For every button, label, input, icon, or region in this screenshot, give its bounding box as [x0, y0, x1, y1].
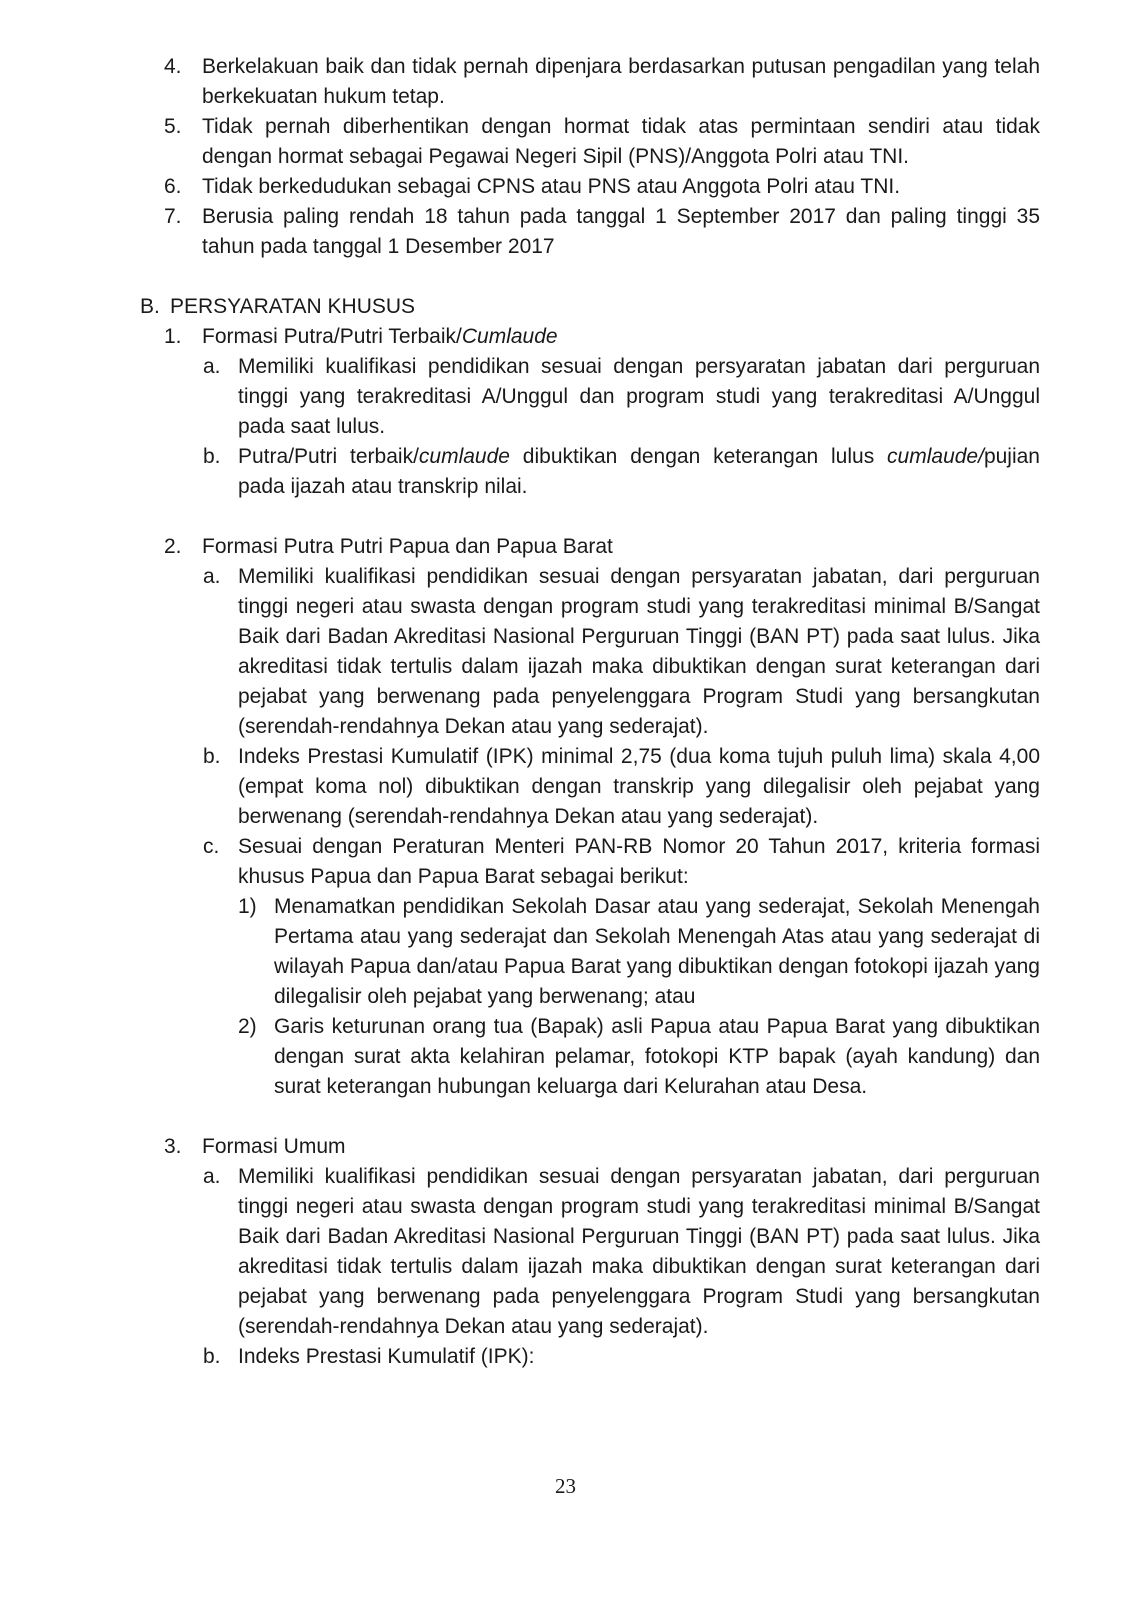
list-marker: a.	[203, 565, 221, 588]
list-marker: b.	[203, 1345, 221, 1368]
formasi-1-heading	[140, 322, 1040, 352]
formasi-2-item-c-1	[140, 892, 1040, 1012]
list-marker: a.	[203, 355, 221, 378]
text-part: Putra/Putri terbaik/	[238, 445, 419, 468]
formasi-3-item-b	[140, 1342, 1040, 1372]
formasi-2-item-a	[140, 562, 1040, 742]
formasi-title: Formasi Putra Putri Papua dan Papua Barat	[202, 535, 613, 558]
list-marker: 1)	[238, 895, 257, 918]
list-text: Garis keturunan orang tua (Bapak) asli Papua atau Papua Barat yang dibuktikan dengan surat akta kelahiran pelamar, fotokopi KTP bapak (ayah kandung) dan surat keterangan hubungan keluarga dari Kelurahan atau Desa.	[274, 1015, 1040, 1098]
text-part: pujian pada ijazah atau transkrip nilai.	[238, 445, 1040, 498]
general-item-7	[140, 202, 1040, 262]
list-text: Memiliki kualifikasi pendidikan sesuai dengan persyaratan jabatan, dari perguruan tinggi negeri atau swasta dengan program studi yang terakreditasi minimal B/Sangat Baik dari Badan Akreditasi Nasional Perguruan Tinggi (BAN PT) pada saat lulus. Jika akreditasi tidak tertulis dalam ijazah maka dibuktikan dengan surat keterangan dari pejabat yang berwenang pada penyelenggara Program Studi yang bersangkutan (serendah-rendahnya Dekan atau yang sederajat).	[238, 1165, 1040, 1338]
list-marker: 3.	[164, 1135, 182, 1158]
list-marker: a.	[203, 1165, 221, 1188]
general-item-4	[140, 52, 1040, 112]
list-marker: 4.	[164, 55, 182, 78]
page-number: 23	[555, 1474, 576, 1498]
formasi-title: Formasi Umum	[202, 1135, 346, 1158]
general-item-5	[140, 112, 1040, 172]
spacer	[140, 1102, 1040, 1132]
list-text: Indeks Prestasi Kumulatif (IPK) minimal 2,75 (dua koma tujuh puluh lima) skala 4,00 (empat koma nol) dibuktikan dengan transkrip yang dilegalisir oleh pejabat yang berwenang (serendah-rendahnya Dekan atau yang sederajat).	[238, 745, 1040, 828]
spacer	[140, 262, 1040, 292]
formasi-2-item-c	[140, 832, 1040, 892]
list-text: Berkelakuan baik dan tidak pernah dipenjara berdasarkan putusan pengadilan yang telah berkekuatan hukum tetap.	[202, 55, 1040, 108]
list-marker: 1.	[164, 325, 182, 348]
section-marker: B.	[140, 295, 160, 318]
list-marker: b.	[203, 445, 221, 468]
document-body	[140, 52, 1040, 1372]
list-text	[238, 442, 1040, 502]
formasi-2-item-c-2	[140, 1012, 1040, 1102]
section-heading-b	[140, 292, 1040, 322]
title-text: Formasi Putra/Putri Terbaik/	[202, 325, 462, 348]
formasi-title	[202, 322, 1040, 352]
general-item-6	[140, 172, 1040, 202]
formasi-3-item-a	[140, 1162, 1040, 1342]
list-marker: 2.	[164, 535, 182, 558]
formasi-2-heading	[140, 532, 1040, 562]
list-marker: b.	[203, 745, 221, 768]
spacer	[140, 502, 1040, 532]
text-part: dibuktikan dengan keterangan lulus	[509, 445, 888, 468]
list-text: Tidak berkedudukan sebagai CPNS atau PNS atau Anggota Polri atau TNI.	[202, 175, 901, 198]
section-title: PERSYARATAN KHUSUS	[170, 295, 416, 318]
formasi-3-heading	[140, 1132, 1040, 1162]
list-marker: 5.	[164, 115, 182, 138]
list-text: Tidak pernah diberhentikan dengan hormat tidak atas permintaan sendiri atau tidak dengan hormat sebagai Pegawai Negeri Sipil (PNS)/Anggota Polri atau TNI.	[202, 115, 1040, 168]
text-italic: cumlaude/	[887, 445, 984, 468]
list-text: Memiliki kualifikasi pendidikan sesuai dengan persyaratan jabatan dari perguruan tinggi yang terakreditasi A/Unggul dan program studi yang terakreditasi A/Unggul pada saat lulus.	[238, 355, 1040, 438]
list-text: Indeks Prestasi Kumulatif (IPK):	[238, 1345, 535, 1368]
list-text: Sesuai dengan Peraturan Menteri PAN-RB Nomor 20 Tahun 2017, kriteria formasi khusus Papua dan Papua Barat sebagai berikut:	[238, 835, 1040, 888]
list-text: Berusia paling rendah 18 tahun pada tanggal 1 September 2017 dan paling tinggi 35 tahun pada tanggal 1 Desember 2017	[202, 205, 1040, 258]
list-text: Menamatkan pendidikan Sekolah Dasar atau yang sederajat, Sekolah Menengah Pertama atau yang sederajat dan Sekolah Menengah Atas atau yang sederajat di wilayah Papua dan/atau Papua Barat yang dibuktikan dengan fotokopi ijazah yang dilegalisir oleh pejabat yang berwenang; atau	[274, 895, 1040, 1008]
title-italic: Cumlaude	[461, 325, 558, 348]
text-italic: cumlaude	[418, 445, 510, 468]
list-text: Memiliki kualifikasi pendidikan sesuai dengan persyaratan jabatan, dari perguruan tinggi negeri atau swasta dengan program studi yang terakreditasi minimal B/Sangat Baik dari Badan Akreditasi Nasional Perguruan Tinggi (BAN PT) pada saat lulus. Jika akreditasi tidak tertulis dalam ijazah maka dibuktikan dengan surat keterangan dari pejabat yang berwenang pada penyelenggara Program Studi yang bersangkutan (serendah-rendahnya Dekan atau yang sederajat).	[238, 565, 1040, 738]
list-marker: 6.	[164, 175, 182, 198]
formasi-1-item-a	[140, 352, 1040, 442]
list-marker: c.	[203, 835, 220, 858]
list-marker: 7.	[164, 205, 182, 228]
formasi-1-item-b	[140, 442, 1040, 502]
list-marker: 2)	[238, 1015, 257, 1038]
formasi-2-item-b	[140, 742, 1040, 832]
